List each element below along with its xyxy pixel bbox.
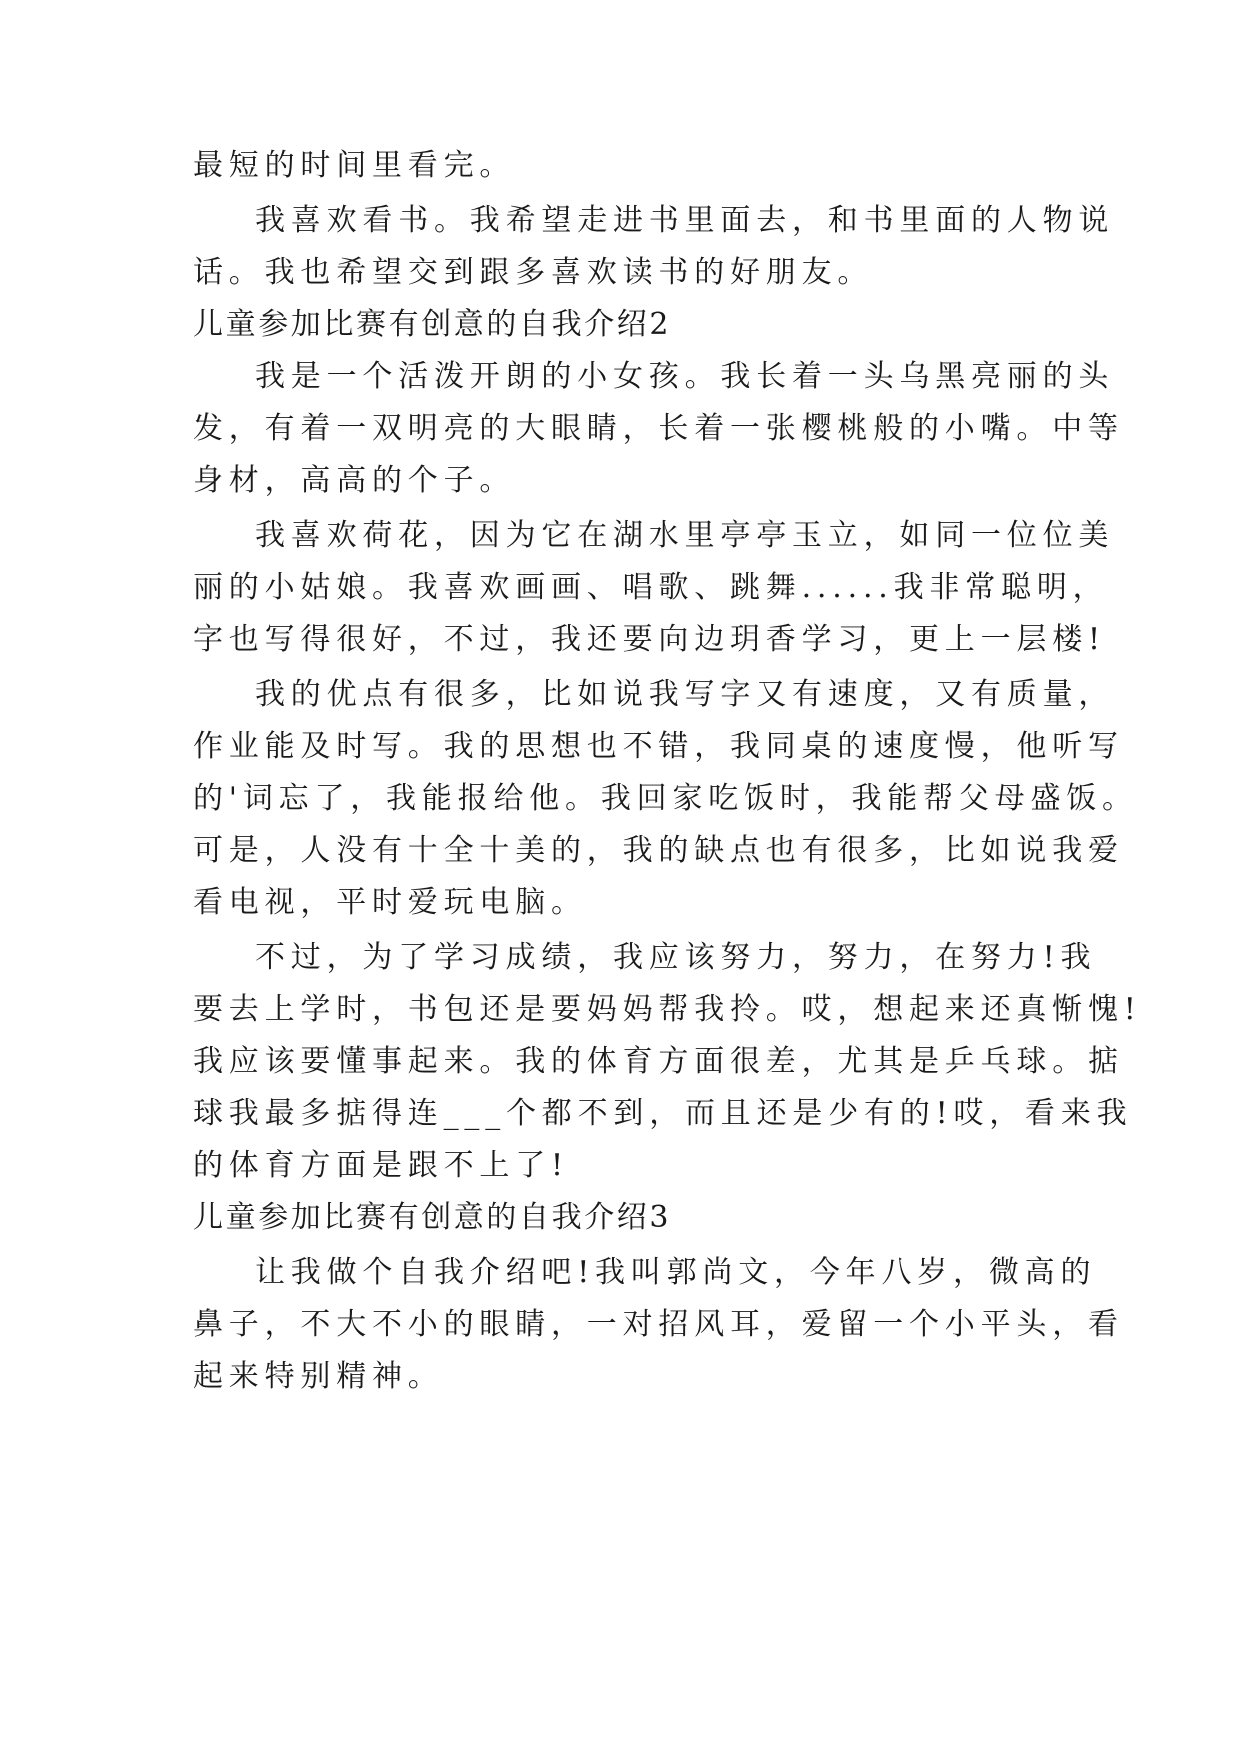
paragraph-line: 发，有着一双明亮的大眼睛，长着一张樱桃般的小嘴。中等	[193, 411, 1124, 446]
paragraph-line: 要去上学时，书包还是要妈妈帮我拎。哎，想起来还真惭愧!	[193, 992, 1142, 1027]
paragraph-line: 我是一个活泼开朗的小女孩。我长着一头乌黑亮丽的头	[255, 359, 1115, 394]
paragraph-line: 看电视，平时爱玩电脑。	[193, 885, 587, 920]
paragraph-line: 我的优点有很多，比如说我写字又有速度，又有质量，	[255, 677, 1115, 712]
paragraph-line: 字也写得很好，不过，我还要向边玥香学习，更上一层楼!	[193, 622, 1106, 657]
paragraph-line: 球我最多掂得连___个都不到，而且还是少有的!哎，看来我	[193, 1096, 1133, 1131]
paragraph-line: 作业能及时写。我的思想也不错，我同桌的速度慢，他听写	[193, 729, 1124, 764]
paragraph-line: 的'词忘了，我能报给他。我回家吃饭时，我能帮父母盛饭。	[193, 781, 1138, 816]
paragraph-line: 我喜欢荷花，因为它在湖水里亭亭玉立，如同一位位美	[255, 518, 1115, 553]
paragraph-line: 起来特别精神。	[193, 1359, 444, 1394]
paragraph-line: 丽的小姑娘。我喜欢画画、唱歌、跳舞......我非常聪明，	[193, 570, 1109, 605]
paragraph-line: 让我做个自我介绍吧!我叫郭尚文，今年八岁，微高的	[255, 1255, 1097, 1290]
paragraph-line: 可是，人没有十全十美的，我的缺点也有很多，比如说我爱	[193, 833, 1124, 868]
paragraph-line: 鼻子，不大不小的眼睛，一对招风耳，爱留一个小平头，看	[193, 1307, 1124, 1342]
paragraph-line: 我应该要懂事起来。我的体育方面很差，尤其是乒乓球。掂	[193, 1044, 1124, 1079]
paragraph-line: 身材，高高的个子。	[193, 463, 516, 498]
paragraph-line: 话。我也希望交到跟多喜欢读书的好朋友。	[193, 255, 874, 290]
paragraph-line: 我喜欢看书。我希望走进书里面去，和书里面的人物说	[255, 203, 1115, 238]
paragraph-line: 的体育方面是跟不上了!	[193, 1148, 569, 1183]
paragraph-line: 不过，为了学习成绩，我应该努力，努力，在努力!我	[255, 940, 1097, 975]
section-heading: 儿童参加比赛有创意的自我介绍2	[193, 307, 672, 342]
section-heading: 儿童参加比赛有创意的自我介绍3	[193, 1200, 672, 1235]
paragraph-line: 最短的时间里看完。	[193, 148, 516, 183]
